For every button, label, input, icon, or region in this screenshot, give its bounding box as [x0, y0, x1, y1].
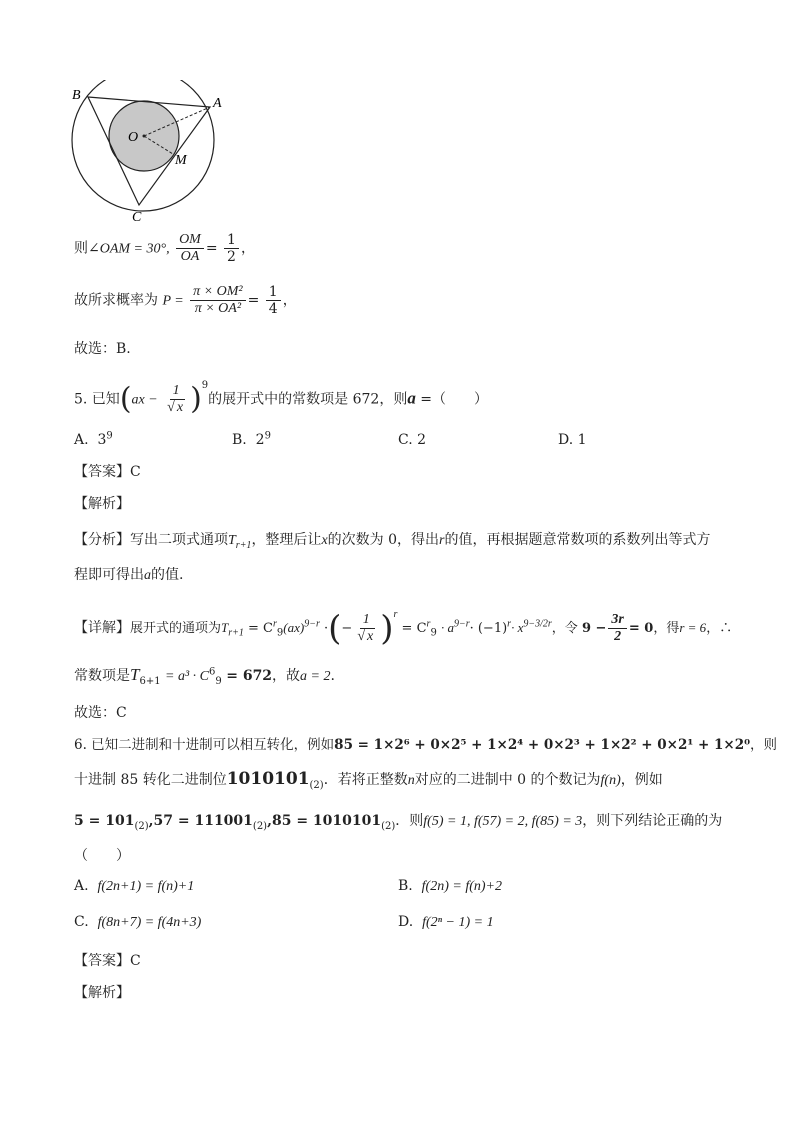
equals: = — [247, 292, 260, 309]
fenxi-text: 写出二项式通项 — [130, 532, 228, 548]
q6-sub: (2) — [134, 820, 149, 832]
detail-a: · a — [440, 620, 454, 635]
label-M: M — [175, 153, 187, 168]
option-letter: C. — [74, 914, 89, 930]
fraction-one-half — [224, 232, 239, 265]
angle-line — [74, 232, 255, 265]
detail-text: 展开式的通项为 — [130, 621, 222, 636]
fenxi-T-sub: r+1 — [235, 539, 252, 551]
q6-binary-sub: (2) — [309, 779, 324, 791]
probability-line — [74, 284, 297, 317]
label-A: A — [213, 96, 222, 111]
q5-fraction — [164, 383, 188, 416]
detail-x-sup: 9−3/2r — [523, 618, 552, 630]
frac-den: √ x — [357, 629, 374, 644]
frac-num: 1 — [360, 612, 373, 629]
q6-line3 — [74, 812, 722, 831]
fenxi-text: 的值. — [151, 567, 184, 583]
q6-binary-expansion: 85 = 1×2⁶ + 0×2⁵ + 1×2⁴ + 0×2³ + 1×2² + 0×2¹ + 1×2⁰ — [334, 737, 751, 753]
option-letter: B. — [232, 432, 247, 448]
const-val: = 672 — [226, 668, 273, 684]
q6-text: 6. 已知二进制和十进制可以相互转化，例如 — [74, 737, 335, 753]
sqrt-x: x — [367, 629, 374, 644]
prob-prefix: 故所求概率为 — [74, 292, 158, 309]
fenxi-text: 的次数为 0，得出 — [327, 532, 440, 548]
detail-C2-sub: 9 — [430, 627, 437, 639]
center-point-O — [143, 135, 146, 138]
paren-open: ( — [119, 381, 132, 417]
const-T: T — [130, 665, 140, 684]
q6-line2 — [74, 770, 663, 790]
option-base: 2 — [255, 432, 265, 448]
option-letter: A. — [74, 878, 89, 894]
fenxi-tag: 【分析】 — [74, 532, 130, 548]
q5-tail2: =（ ） — [415, 391, 489, 408]
q6-text: ．则 — [395, 813, 424, 829]
detail-m1: · (−1) — [469, 621, 508, 636]
detail-a-sup: 9−r — [453, 618, 470, 630]
option-letter: D. — [398, 914, 414, 930]
q6-sub: (2) — [252, 820, 268, 832]
fenxi-T: T — [228, 533, 236, 548]
detail-fraction — [354, 612, 378, 645]
fraction-one-quarter — [266, 284, 281, 317]
q5-option-B[interactable] — [232, 432, 271, 448]
equals: = — [205, 240, 218, 257]
q6-text: 对应的二进制中 0 的个数记为 — [414, 772, 601, 788]
detail-tag: 【详解】 — [74, 620, 130, 636]
detail-C: = C — [248, 621, 274, 636]
q6-option-A[interactable] — [74, 878, 194, 895]
q6-answer — [74, 952, 141, 970]
option-base: 2 — [417, 432, 427, 448]
detail-ax-sup: 9−r — [304, 618, 320, 630]
const-end: . — [330, 668, 335, 684]
detail-r-sup: r — [393, 608, 398, 620]
detail-T: T — [221, 620, 229, 635]
option-expr: f(8n+7) = f(4n+3) — [97, 915, 202, 930]
detail-C-sup: r — [273, 618, 277, 630]
detail-therefore: ，∴ — [706, 621, 733, 636]
detail-ax: (ax) — [283, 620, 305, 635]
label-B: B — [72, 88, 81, 103]
option-letter: C. — [398, 432, 413, 448]
q5-number: 5. 已知 — [74, 391, 120, 408]
fenxi-text: ，整理后让 — [251, 532, 322, 548]
answer-tag: 【答案】 — [74, 464, 130, 480]
q6-example-5: 5 = 101 — [74, 813, 135, 829]
q6-text: ，则 — [750, 737, 778, 753]
q5-answer — [74, 463, 141, 481]
answer-tag: 【答案】 — [74, 953, 130, 969]
frac-num: 1 — [224, 232, 239, 249]
option-sup: 9 — [106, 430, 113, 442]
fenxi-text: 程即可得出 — [74, 567, 144, 583]
frac-num: 3r — [608, 612, 626, 629]
q6-line4: （ ） — [74, 848, 130, 864]
const-C-sup: 6 — [209, 666, 216, 678]
q5-option-C[interactable] — [398, 432, 426, 448]
q6-option-B[interactable] — [398, 878, 502, 895]
detail-C2-sup: r — [426, 618, 431, 630]
fenxi-r: r — [439, 533, 445, 548]
fraction-om-oa — [176, 232, 204, 265]
detail-neg: − — [341, 621, 353, 636]
q5-var-a: a — [407, 388, 416, 408]
angle-expr: ∠OAM = 30°, — [88, 241, 170, 257]
detail-nine: 9 − — [581, 621, 607, 636]
detail-C2: = C — [401, 621, 427, 636]
q6-example-57: ,57 = 111001 — [148, 813, 253, 829]
q6-option-D[interactable] — [398, 914, 494, 931]
frac-den: 4 — [268, 301, 278, 317]
q5-option-A[interactable] — [74, 432, 113, 448]
comma: ， — [282, 292, 297, 309]
option-sup: 9 — [264, 430, 271, 442]
frac-den: 2 — [227, 249, 236, 265]
option-base: 3 — [97, 432, 107, 448]
frac-den: 2 — [614, 629, 622, 644]
option-expr: f(2n+1) = f(n)+1 — [97, 879, 195, 894]
detail-text: ，得 — [653, 621, 680, 636]
option-base: 1 — [577, 432, 587, 448]
q5-tail: 的展开式中的常数项是 672，则 — [208, 391, 408, 408]
const-a2: a = 2 — [300, 669, 331, 684]
option-letter: D. — [558, 432, 574, 448]
q6-example-85: ,85 = 1010101 — [267, 813, 382, 829]
detail-3r-fraction — [608, 612, 626, 645]
fenxi-x: x — [321, 533, 328, 548]
q5-fenxi-line1 — [74, 531, 710, 550]
frac-num: 1 — [170, 383, 183, 400]
detail-r6: r = 6 — [679, 620, 707, 635]
q6-binary: 1010101 — [226, 769, 310, 789]
q5-constant-line — [74, 666, 335, 686]
frac-num: 1 — [266, 284, 281, 301]
question-5-stem — [74, 379, 489, 417]
fenxi-a: a — [144, 568, 151, 583]
frac-num: OM — [176, 232, 204, 249]
detail-dot: · — [324, 621, 329, 636]
const-text: ，故 — [272, 668, 301, 684]
paren-close: ) — [380, 608, 394, 649]
q5-exponent: 9 — [201, 379, 209, 391]
const-text: 常数项是 — [74, 668, 130, 684]
text-ze: 则 — [74, 240, 88, 257]
option-letter: A. — [74, 432, 89, 448]
q6-sub: (2) — [381, 820, 396, 832]
frac-den: OA — [180, 249, 200, 264]
comma: ， — [240, 240, 255, 257]
answer-value: C — [130, 953, 141, 969]
const-eq: = a³ · C — [165, 669, 210, 684]
detail-zero: = 0 — [628, 621, 654, 636]
detail-C-sub: 9 — [276, 627, 284, 639]
q5-analysis-tag: 【解析】 — [74, 496, 130, 512]
const-C-sub: 9 — [215, 675, 222, 687]
q6-text: ，则下列结论正确的为 — [582, 813, 723, 829]
q5-fenxi-line2 — [74, 566, 183, 585]
frac-num: π × OM² — [190, 284, 245, 301]
paren-open: ( — [328, 608, 342, 649]
q5-option-D[interactable] — [558, 432, 587, 448]
fenxi-text: 的值，再根据题意常数项的系数列出等式方 — [444, 532, 711, 548]
q6-fn: f(n) — [600, 773, 621, 788]
q5-expr-a: ax − — [131, 392, 158, 408]
option-expr: f(2ⁿ − 1) = 1 — [422, 915, 494, 930]
choice-B-line: 故选：B. — [74, 341, 131, 357]
q6-text: ．若将正整数 — [323, 772, 408, 788]
prob-P: P = — [162, 293, 184, 309]
q5-choice-line: 故选：C — [74, 705, 127, 721]
q6-analysis-tag: 【解析】 — [74, 985, 130, 1001]
geometry-figure — [60, 80, 230, 230]
sqrt-x: x — [176, 400, 184, 415]
detail-text: ，令 — [551, 621, 578, 636]
paren-close: ) — [190, 381, 202, 417]
label-C: C — [132, 210, 142, 225]
q6-option-C[interactable] — [74, 914, 201, 931]
q6-line1 — [74, 736, 777, 754]
option-letter: B. — [398, 878, 413, 894]
fraction-area-ratio — [190, 284, 245, 317]
detail-T-sub: r+1 — [228, 627, 244, 639]
frac-den: π × OA² — [194, 301, 242, 316]
answer-value: C — [130, 464, 141, 480]
q6-f-values: f(5) = 1, f(57) = 2, f(85) = 3 — [423, 814, 583, 829]
const-T-sub: 6+1 — [139, 675, 161, 687]
label-O: O — [128, 130, 139, 145]
q5-detail-line — [74, 608, 733, 649]
frac-den: √ x — [167, 400, 184, 415]
q6-n: n — [407, 773, 415, 788]
detail-m1-sup: r — [507, 618, 512, 630]
q6-text: 十进制 85 转化二进制位 — [74, 772, 227, 788]
detail-x: · x — [511, 620, 524, 635]
option-expr: f(2n) = f(n)+2 — [421, 879, 502, 894]
q6-text: ，例如 — [620, 772, 663, 788]
